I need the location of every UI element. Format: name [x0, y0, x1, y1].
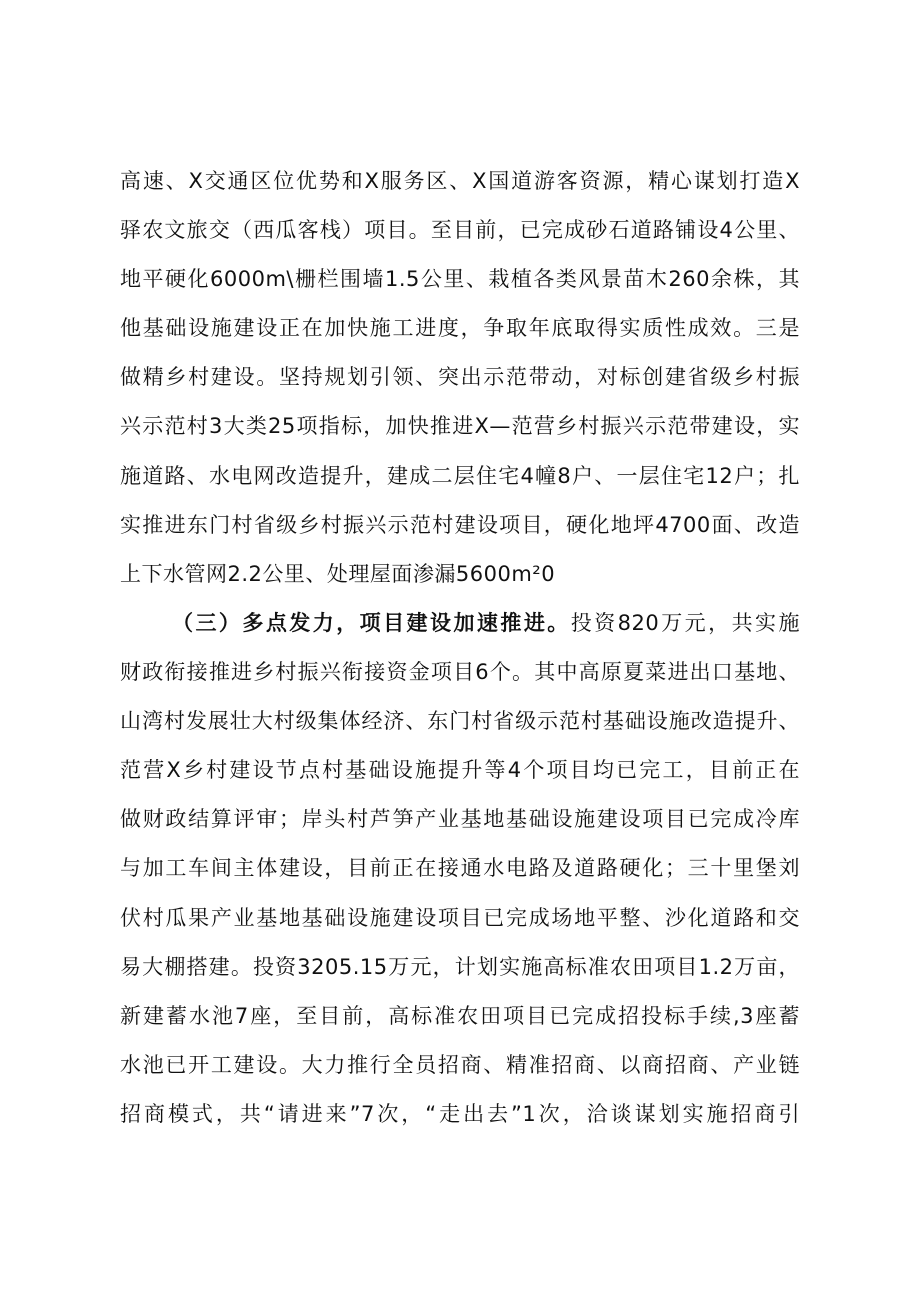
- text-line: 招商模式，共“请进来”7次，“走出去”1次，洽谈谋划实施招商引: [120, 1101, 800, 1126]
- text-line: 上下水管网2.2公里、处理屋面渗漏5600m²0: [120, 561, 556, 586]
- text-line: 地平硬化6000m\栅栏围墙1.5公里、栽植各类风景苗木260余株，其: [120, 267, 800, 292]
- paragraph-rural-construction: [120, 157, 800, 599]
- text-line: 伏村瓜果产业基地基础设施建设项目已完成场地平整、沙化道路和交: [120, 905, 800, 930]
- text-line: 新建蓄水池7座，至目前，高标准农田项目已完成招投标手续,3座蓄: [120, 1003, 800, 1028]
- text-line: 山湾村发展壮大村级集体经济、东门村省级示范村基础设施改造提升、: [120, 709, 800, 734]
- text-line: 范营X乡村建设节点村基础设施提升等4个项目均已完工，目前正在: [120, 758, 800, 783]
- text-line: 做精乡村建设。坚持规划引领、突出示范带动，对标创建省级乡村振: [120, 365, 800, 390]
- paragraph-project-construction: [120, 599, 800, 1139]
- text-line: 水池已开工建设。大力推行全员招商、精准招商、以商招商、产业链: [120, 1052, 800, 1077]
- text-line: 施道路、水电网改造提升，建成二层住宅4幢8户、一层住宅12户；扎: [120, 463, 800, 488]
- text-line: 兴示范村3大类25项指标，加快推进X—范营乡村振兴示范带建设，实: [120, 414, 800, 439]
- section-first-line: [120, 599, 800, 648]
- text-line: 财政衔接推进乡村振兴衔接资金项目6个。其中高原夏菜进出口基地、: [120, 660, 800, 685]
- section-first-line-rest: 投资820万元，共实施: [570, 611, 800, 635]
- text-line: 驿农文旅交（西瓜客栈）项目。至目前，已完成砂石道路铺设4公里、: [120, 218, 800, 243]
- text-line: 高速、X交通区位优势和X服务区、X国道游客资源，精心谋划打造X: [120, 169, 800, 193]
- text-line: 实推进东门村省级乡村振兴示范村建设项目，硬化地坪4700面、改造: [120, 512, 800, 537]
- section-heading: （三）多点发力，项目建设加速推进。: [172, 611, 571, 635]
- text-line: 他基础设施建设正在加快施工进度，争取年底取得实质性成效。三是: [120, 316, 800, 341]
- text-line: 与加工车间主体建设，目前正在接通水电路及道路硬化；三十里堡刘: [120, 856, 800, 881]
- text-line: 做财政结算评审；岸头村芦笋产业基地基础设施建设项目已完成冷库: [120, 807, 800, 832]
- text-line: 易大棚搭建。投资3205.15万元，计划实施高标准农田项目1.2万亩，: [120, 954, 800, 979]
